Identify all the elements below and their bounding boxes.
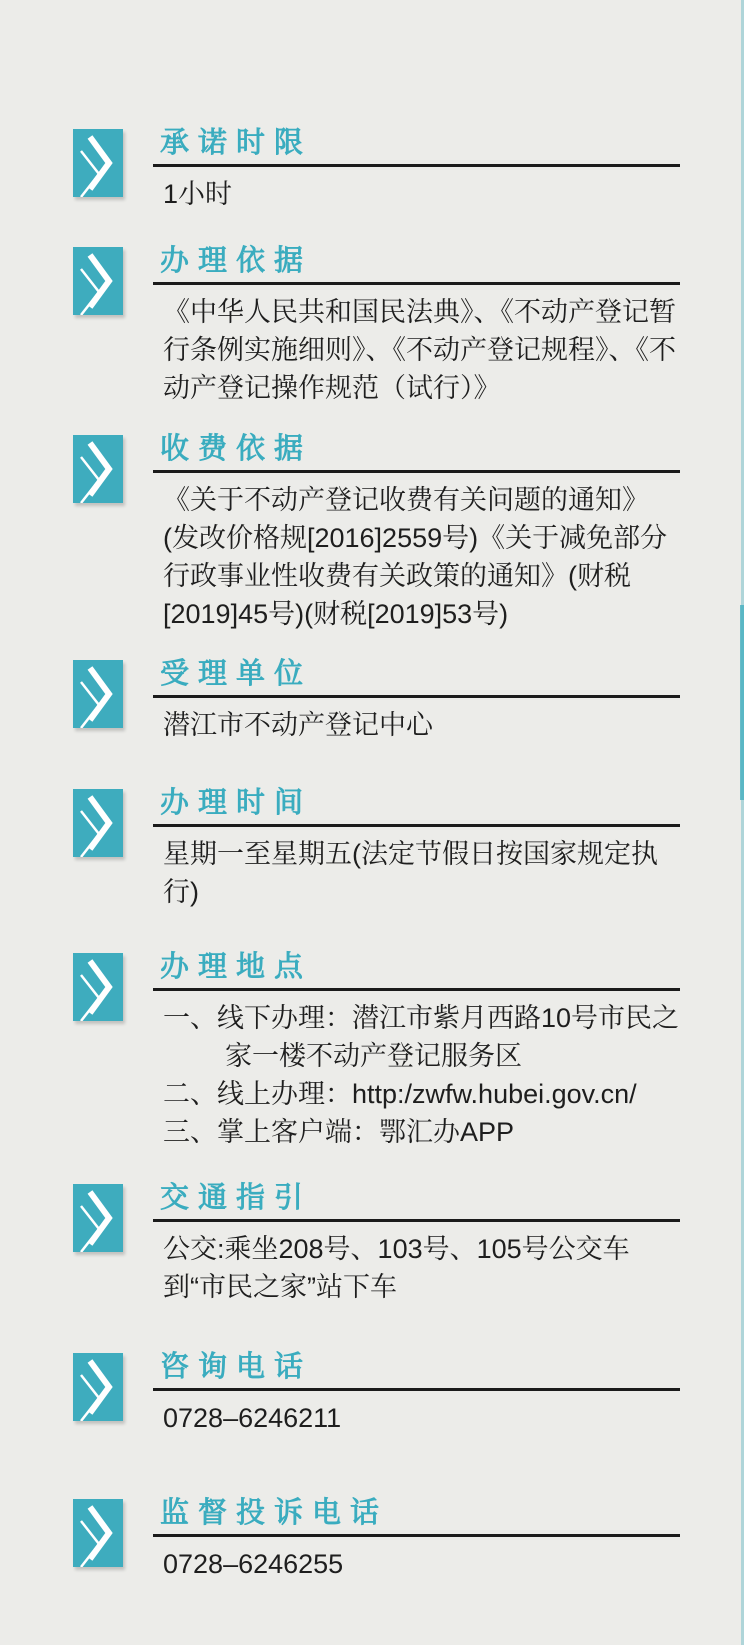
phone-number: 0728–6246211 [163, 1403, 342, 1433]
section-handling-time [73, 787, 684, 911]
double-chevron-right-icon [73, 1499, 123, 1567]
title-underline [153, 1219, 680, 1222]
section-supervision-complaint-phone [73, 1497, 684, 1583]
section-body-text-mobile-app: 三、掌上客户端：鄂汇办APP [163, 1117, 515, 1147]
section-body-text: 公交:乘坐208号、103号、105号公交车到“市民之家”站下车 [163, 1234, 630, 1302]
phone-number: 0728–6246255 [163, 1549, 344, 1579]
double-chevron-right-icon [73, 435, 123, 503]
section-body-text: 《中华人民共和国民法典》、《不动产登记暂行条例实施细则》、《不动产登记规程》、《不动产登记操作规范（试行）》 [163, 297, 676, 403]
double-chevron-right-icon [73, 1353, 123, 1421]
section-body-text: 潜江市不动产登记中心 [163, 710, 433, 740]
section-title: 收费依据 [160, 433, 313, 465]
title-underline [153, 824, 680, 827]
title-underline [153, 1388, 680, 1391]
section-body-text-offline: 一、线下办理：潜江市紫月西路10号市民之家一楼不动产登记服务区 [163, 1003, 680, 1071]
double-chevron-right-icon [73, 247, 123, 315]
section-title: 交通指引 [160, 1182, 313, 1214]
section-title: 承诺时限 [160, 127, 313, 159]
double-chevron-right-icon [73, 1184, 123, 1252]
section-promise-time-limit [73, 127, 684, 213]
title-underline [153, 164, 680, 167]
section-fee-basis [73, 433, 684, 633]
double-chevron-right-icon [73, 953, 123, 1021]
double-chevron-right-icon [73, 789, 123, 857]
title-underline [153, 470, 680, 473]
section-title: 监督投诉电话 [160, 1497, 389, 1529]
section-handling-basis [73, 245, 684, 407]
section-title: 受理单位 [160, 658, 313, 690]
double-chevron-right-icon [73, 660, 123, 728]
section-consultation-phone [73, 1351, 684, 1437]
section-title: 咨询电话 [160, 1351, 313, 1383]
section-traffic-guide [73, 1182, 684, 1306]
title-underline [153, 1534, 680, 1537]
section-accepting-unit [73, 658, 684, 744]
section-title: 办理依据 [160, 245, 313, 277]
section-body-text-online-url: 二、线上办理：http:/zwfw.hubei.gov.cn/ [163, 1079, 637, 1109]
section-body-text: 《关于不动产登记收费有关问题的通知》(发改价格规[2016]2559号)《关于减免部分行政事业性收费有关政策的通知》(财税[2019]45号)(财税[2019]53号) [163, 485, 668, 629]
title-underline [153, 988, 680, 991]
section-title: 办理时间 [160, 787, 313, 819]
section-body-text: 星期一至星期五(法定节假日按国家规定执行) [163, 839, 658, 907]
title-underline [153, 282, 680, 285]
section-body-text: 1小时 [163, 179, 233, 209]
title-underline [153, 695, 680, 698]
double-chevron-right-icon [73, 129, 123, 197]
right-edge-accent-segment [740, 605, 744, 800]
section-title: 办理地点 [160, 951, 313, 983]
section-handling-location [73, 951, 684, 1151]
